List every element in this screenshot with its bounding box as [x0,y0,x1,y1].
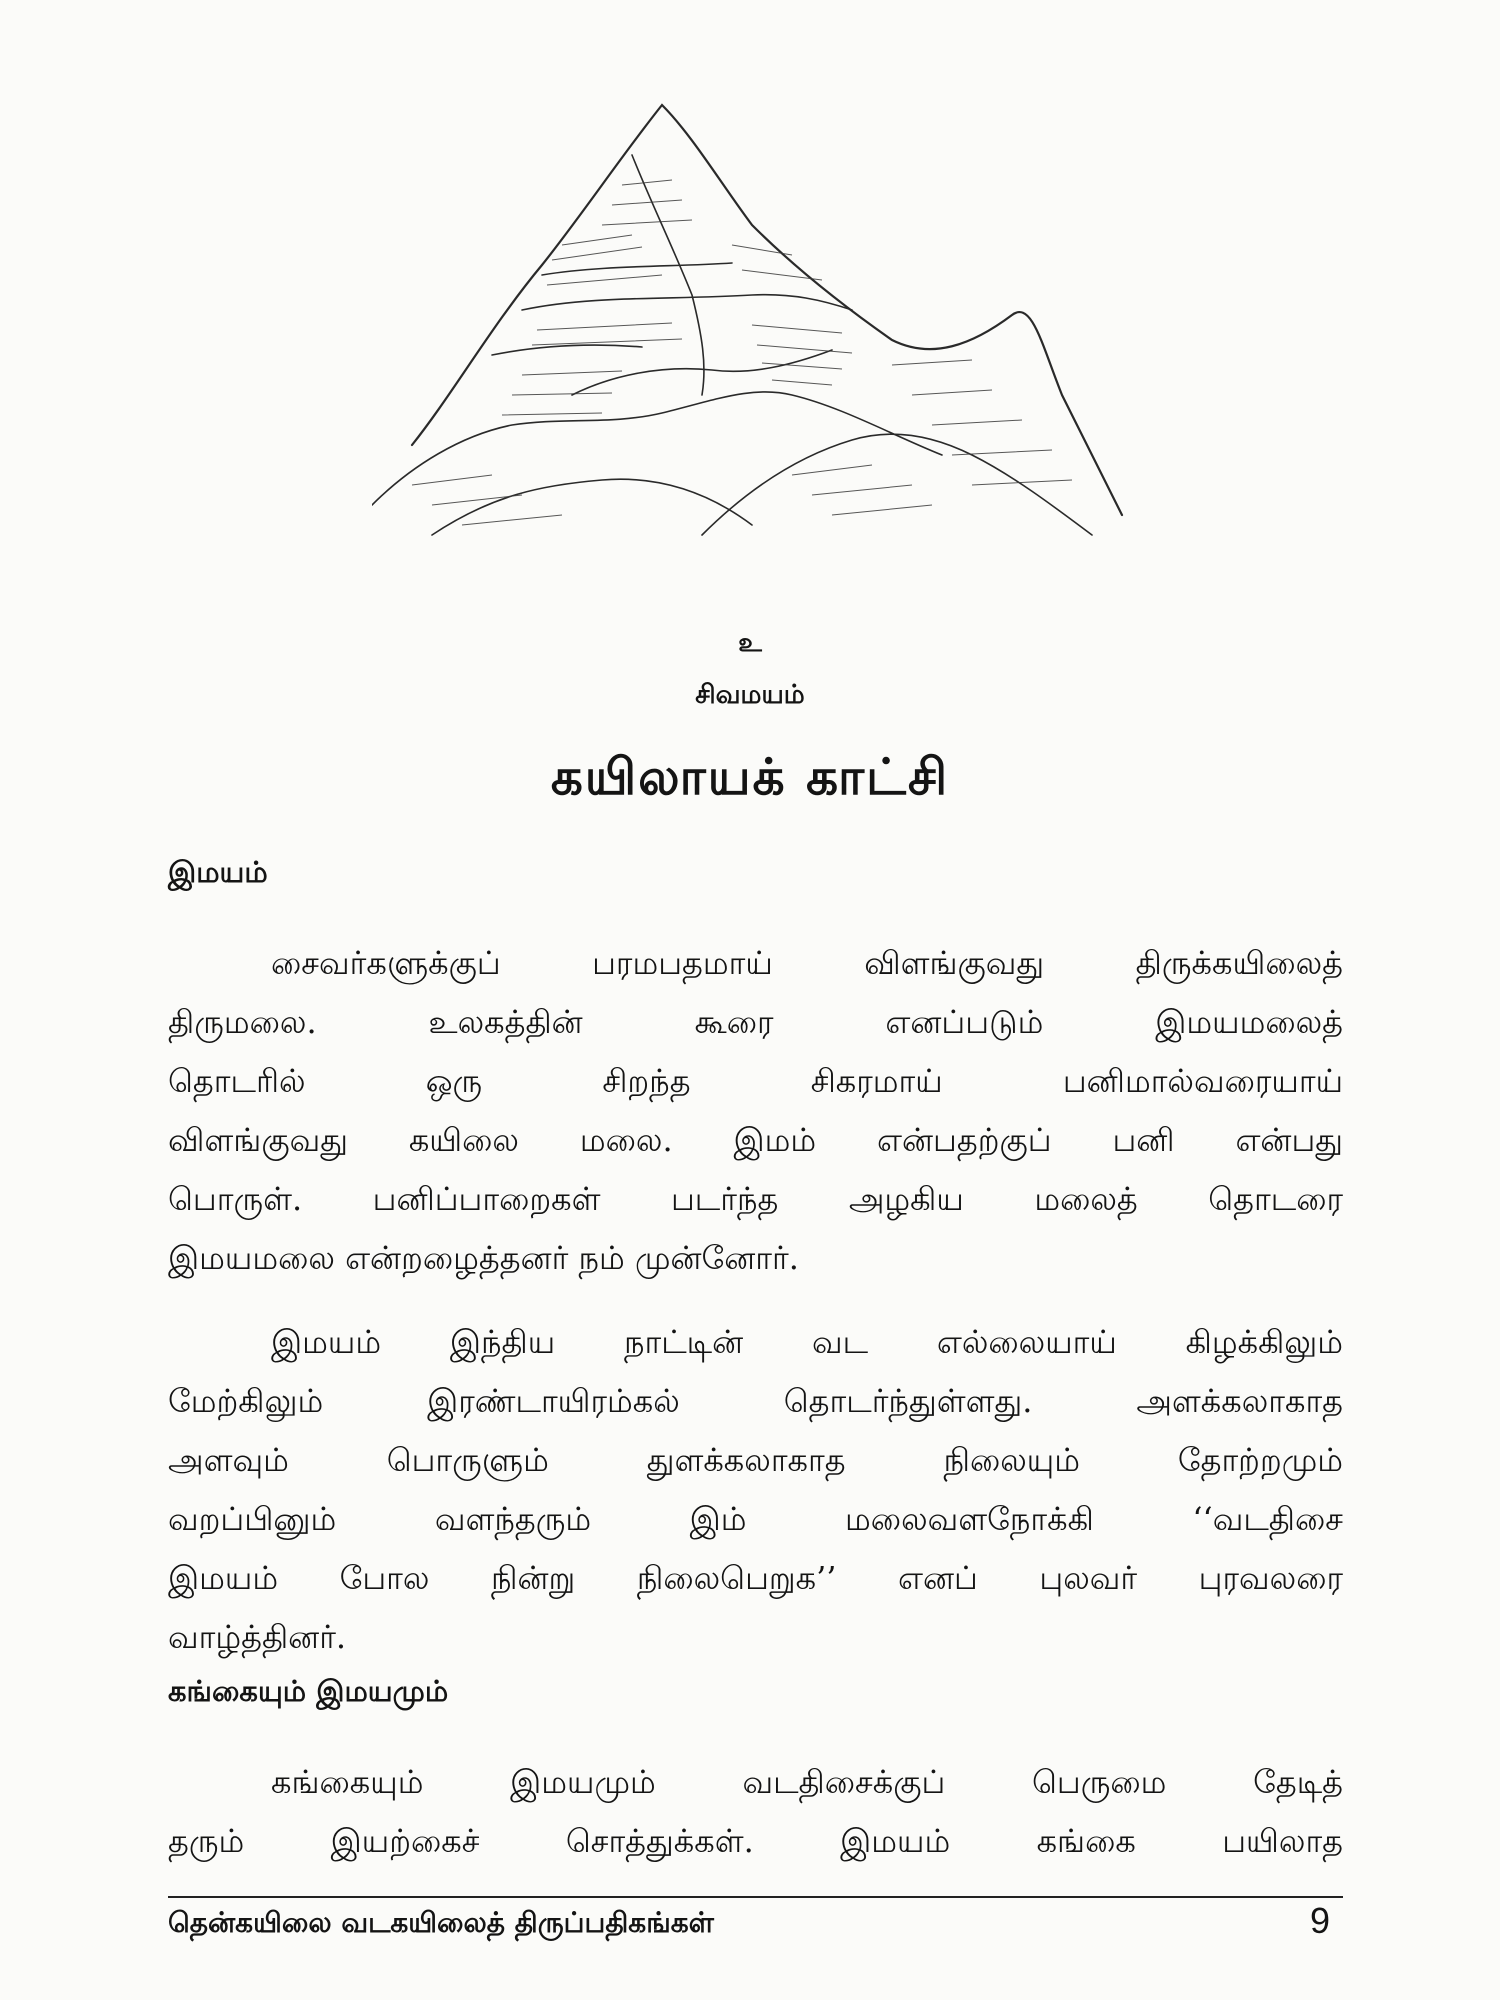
text-line: தரும் இயற்கைச் சொத்துக்கள். இமயம் கங்கை பயிலாத [168,1822,1343,1860]
text-line: மேற்கிலும் இரண்டாயிரம்கல் தொடர்ந்துள்ளது. அளக்கலாகாத [168,1382,1343,1420]
text-line: பொருள். பனிப்பாறைகள் படர்ந்த அழகிய மலைத் தொடரை [168,1180,1343,1218]
sivamayam-blessing: சிவமயம் [695,680,805,710]
text-line: சைவர்களுக்குப் பரமபதமாய் விளங்குவது திருக்கயிலைத் [271,944,1343,982]
footer-rule [168,1896,1343,1898]
section-heading-imayam: இமயம் [168,855,268,889]
text-line: வாழ்த்தினர். [168,1618,347,1656]
text-line: கங்கையும் இமயமும் வடதிசைக்குப் பெருமை தேடித் [271,1763,1343,1801]
text-line: இமயமலை என்றழைத்தனர் நம் முன்னோர். [168,1239,799,1277]
page-title: கயிலாயக் காட்சி [550,748,950,806]
text-line: இமயம் இந்திய நாட்டின் வட எல்லையாய் கிழக்கிலும் [271,1323,1343,1361]
text-line: அளவும் பொருளும் துளக்கலாகாத நிலையும் தோற்றமும் [168,1441,1343,1479]
mountain-illustration [372,95,1132,545]
page-number: 9 [1310,1900,1331,1941]
paragraph [168,1753,1343,1871]
paragraph [168,934,1343,1288]
paragraph [168,1313,1343,1667]
text-line: தொடரில் ஒரு சிறந்த சிகரமாய் பனிமால்வரையாய் [168,1062,1343,1100]
text-line: விளங்குவது கயிலை மலை. இமம் என்பதற்குப் பனி என்பது [168,1121,1343,1159]
symbol-u: உ [738,628,762,658]
section-heading-gangai-imayam: கங்கையும் இமயமும் [168,1674,449,1708]
footer-book-title: தென்கயிலை வடகயிலைத் திருப்பதிகங்கள் [168,1906,714,1939]
text-line: இமயம் போல நின்று நிலைபெறுக’’ எனப் புலவர் புரவலரை [168,1559,1343,1597]
text-line: வறப்பினும் வளந்தரும் இம் மலைவளநோக்கி ‘‘வடதிசை [168,1500,1343,1538]
text-line: திருமலை. உலகத்தின் கூரை எனப்படும் இமயமலைத் [168,1003,1343,1041]
